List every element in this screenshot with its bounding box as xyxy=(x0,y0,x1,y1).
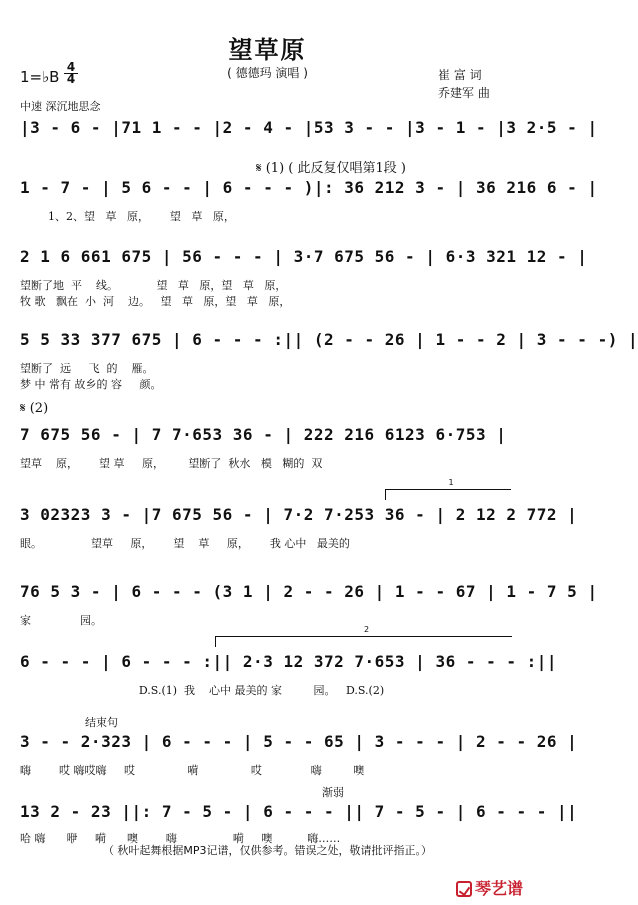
transcriber-note: （ 秋叶起舞根据MP3记谱，仅供参考。错误之处，敬请批评指正。） xyxy=(102,844,433,857)
lyric-line: 眼。 望草 原， 望 草 原， 我 心中 最美的 xyxy=(20,537,350,550)
notation-line: 13 2 - 23 ||: 7 - 5 - | 6 - - - || 7 - 5 - | 6 - - - || xyxy=(20,802,578,821)
key-signature: 1=♭B xyxy=(20,68,60,86)
lyric-line: 家 园。 xyxy=(20,614,102,627)
tempo-marking: 中速 深沉地思念 xyxy=(20,100,101,113)
composer-credit: 乔建军 曲 xyxy=(438,86,490,100)
notation-line: 3 02323 3 - |7 675 56 - | 7·2 7·253 36 - | 2 12 2 772 | xyxy=(20,505,578,524)
segno-mark: 𝄋 (1) ( 此反复仅唱第1段 ) xyxy=(256,161,406,176)
lyric-line: 望断了地 平 线。 望 草 原，望 草 原， xyxy=(20,279,287,292)
page-title: 望草原 xyxy=(228,36,307,64)
notation-line: 1 - 7 - | 5 6 - - | 6 - - - )|: 36 212 3 - | 36 216 6 - | xyxy=(20,178,598,197)
lyric-line: D.S.(1) 我 心中 最美的 家 园。 D.S.(2) xyxy=(20,684,385,697)
volta-bracket-2 xyxy=(215,625,512,647)
coda-label: 结束句 xyxy=(85,716,118,729)
site-logo[interactable] xyxy=(456,876,523,899)
lyric-line: 1、2、望 草 原， 望 草 原， xyxy=(20,210,235,223)
notation-line: 2 1 6 661 675 | 56 - - - | 3·7 675 56 - | 6·3 321 12 - | xyxy=(20,247,588,266)
lyricist-credit: 崔 富 词 xyxy=(438,68,482,82)
lyric-line: 梦 中 常有 故乡的 容 颜。 xyxy=(20,378,162,391)
notation-line: 76 5 3 - | 6 - - - (3 1 | 2 - - 26 | 1 - - 67 | 1 - 7 5 | xyxy=(20,582,598,601)
logo-icon xyxy=(456,881,472,897)
time-signature xyxy=(64,62,78,85)
notation-line: 6 - - - | 6 - - - :|| 2·3 12 372 7·653 | 36 - - - :|| xyxy=(20,652,558,671)
notation-line: 3 - - 2·323 | 6 - - - | 5 - - 65 | 3 - - - | 2 - - 26 | xyxy=(20,732,578,751)
notation-line: 7 675 56 - | 7 7·653 36 - | 222 216 6123 6·753 | xyxy=(20,425,507,444)
segno-mark: 𝄋 (2) xyxy=(20,401,49,416)
volta-bracket-1 xyxy=(385,478,511,500)
meter-bottom: 4 xyxy=(64,73,78,85)
lyric-line: 望草 原， 望 草 原， 望断了 秋水 模 糊的 双 xyxy=(20,457,323,470)
notation-line: 5 5 33 377 675 | 6 - - - :|| (2 - - 26 | 1 - - 2 | 3 - - -) | xyxy=(20,330,638,349)
meter-top: 4 xyxy=(66,60,76,74)
notation-line: |3 - 6 - |71 1 - - |2 - 4 - |53 3 - - |3 - 1 - |3 2·5 - | xyxy=(20,118,598,137)
lyric-line: 嗨 哎 嗨哎嗨 哎 嗬 哎 嗨 噢 xyxy=(20,764,365,777)
volta-number: 2 xyxy=(364,625,370,634)
performer-subtitle: ( 德德玛 演唱 ) xyxy=(227,66,308,80)
lyric-line: 望断了 远 飞 的 雁。 xyxy=(20,362,154,375)
lyric-line: 哈 嗨 咿 嗬 噢 嗨 嗬 噢 嗨…… xyxy=(20,832,341,845)
dynamic-marking: 渐弱 xyxy=(322,786,344,799)
logo-text: 琴艺谱 xyxy=(474,879,523,898)
volta-number: 1 xyxy=(448,478,454,487)
lyric-line: 牧 歌 飘在 小 河 边。 望 草 原，望 草 原， xyxy=(20,295,291,308)
